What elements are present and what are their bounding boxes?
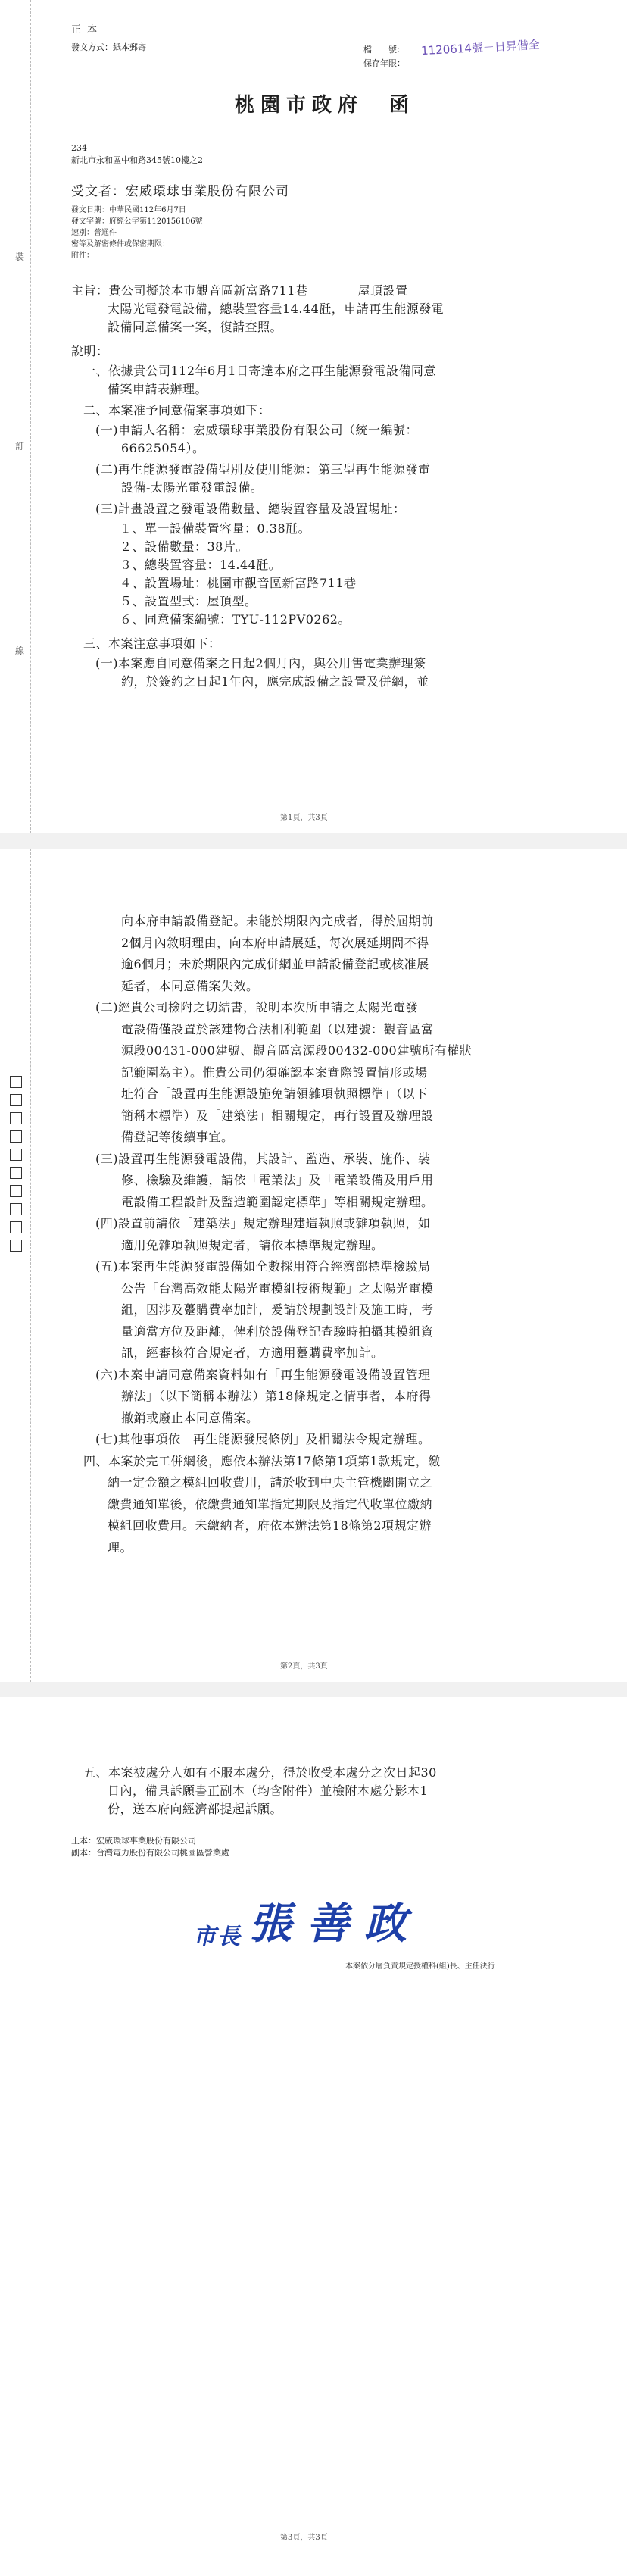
binding-line bbox=[30, 849, 31, 1682]
document-title: 桃園市政府 函 bbox=[235, 94, 416, 117]
paragraph-line: 公告「台灣高效能太陽光電模組技術規範」之太陽光電模 bbox=[121, 1280, 434, 1296]
paragraph-line: (一)本案應自同意備案之日起2個月內，與公用售電業辦理簽 bbox=[95, 656, 426, 671]
page-footer: 第1頁，共3頁 bbox=[280, 814, 328, 822]
paragraph-line: 繳費通知單後，依繳費通知單指定期限及指定代收單位繳納 bbox=[108, 1496, 433, 1512]
paragraph-line: 五、本案被處分人如有不服本處分，得於收受本處分之次日起30 bbox=[83, 1765, 437, 1780]
document-number: 發文字號：府經公字第1120156106號 bbox=[71, 217, 203, 226]
seal-box bbox=[10, 1130, 22, 1143]
paragraph-line: 延者，本同意備案失效。 bbox=[121, 978, 259, 993]
document-page-1 bbox=[0, 0, 627, 833]
copy-type: 正 本 bbox=[71, 24, 99, 36]
paragraph-line: (七)其他事項依「再生能源發展條例」及相關法令規定辦理。 bbox=[95, 1432, 431, 1446]
page-separator bbox=[0, 833, 627, 849]
paragraph-line: (四)設置前請依「建築法」規定辦理建造執照或雜項執照，如 bbox=[95, 1216, 431, 1230]
file-number-label: 檔 號： bbox=[363, 45, 405, 55]
explanation-item-5 bbox=[83, 1764, 437, 1818]
paragraph-line: 逾6個月；未於期限內完成併網並申請設備登記或核准展 bbox=[121, 957, 429, 971]
item-2-3-list bbox=[120, 520, 357, 629]
paragraph-line: 撤銷或廢止本同意備案。 bbox=[121, 1410, 259, 1425]
seal-box bbox=[10, 1240, 22, 1252]
item-2-1 bbox=[95, 421, 418, 458]
paragraph-line: 設備-太陽光電發電設備。 bbox=[121, 480, 264, 495]
subject-section bbox=[71, 282, 444, 336]
gutter-label-bind: 裝 bbox=[15, 252, 25, 262]
mayor-title: 市長 bbox=[193, 1924, 242, 1950]
paragraph-line: (五)本案再生能源發電設備如全數採用符合經濟部標準檢驗局 bbox=[95, 1259, 431, 1274]
issue-date: 發文日期：中華民國112年6月7日 bbox=[71, 206, 186, 214]
seal-box bbox=[10, 1203, 22, 1215]
page-footer: 第3頁，共3頁 bbox=[280, 2534, 328, 2542]
seal-box bbox=[10, 1112, 22, 1124]
postal-code: 234 bbox=[71, 143, 87, 153]
paragraph-line: 備登記等後續事宜。 bbox=[121, 1130, 234, 1144]
binding-line bbox=[30, 0, 31, 833]
paragraph-line: 訊，經審核符合規定者，方適用躉購費率加計。 bbox=[121, 1346, 384, 1360]
paragraph-line: 2個月內敘明理由，向本府申請展延，每次展延期間不得 bbox=[121, 935, 429, 950]
seal-box bbox=[10, 1149, 22, 1161]
authorization-note: 本案依分層負責規定授權科(組)長、主任決行 bbox=[345, 1962, 495, 1971]
item-2-3-heading: (三)計畫設置之發電設備數量、總裝置容量及設置場址： bbox=[95, 502, 406, 516]
seal-box bbox=[10, 1076, 22, 1088]
seal-box bbox=[10, 1185, 22, 1197]
recipient-address: 新北市永和區中和路345號10樓之2 bbox=[71, 155, 203, 165]
paragraph-line: 修、檢驗及維護，請依「電業法」及「電業設備及用戶用 bbox=[121, 1173, 434, 1187]
subject-line: 太陽光電發電設備，總裝置容量14.44瓩，申請再生能源發電 bbox=[108, 302, 445, 316]
paragraph-line: 理。 bbox=[108, 1540, 133, 1555]
paragraph-line: 一、依據貴公司112年6月1日寄達本府之再生能源發電設備同意 bbox=[83, 364, 436, 378]
paragraph-line: 納一定金額之模組回收費用，請於收到中央主管機關開立之 bbox=[108, 1475, 433, 1490]
paragraph-line: 辦法」（以下簡稱本辦法）第18條規定之情事者，本府得 bbox=[121, 1389, 432, 1403]
handwritten-file-note: 1120614號－日昇偕全 bbox=[420, 37, 541, 58]
speed-category: 速別：普通件 bbox=[71, 229, 117, 237]
paragraph-line: 組，因涉及躉購費率加計，爰請於規劃設計及施工時，考 bbox=[121, 1302, 434, 1317]
gutter-label-cut: 訂 bbox=[15, 441, 25, 452]
attachment-label: 附件： bbox=[71, 252, 94, 260]
item-2-2 bbox=[95, 461, 431, 497]
paragraph-line: 備案申請表辦理。 bbox=[108, 382, 208, 396]
seal-box bbox=[10, 1094, 22, 1106]
paragraph-line: 電設備僅設置於該建物合法相利範圍（以建號：觀音區富 bbox=[121, 1021, 434, 1036]
list-item: ４、設置場址：桃園市觀音區新富路711巷 bbox=[120, 576, 357, 590]
list-item: ３、總裝置容量：14.44瓩。 bbox=[120, 558, 282, 572]
recipient: 受文者：宏威環球事業股份有限公司 bbox=[71, 184, 289, 199]
explanation-label: 說明： bbox=[71, 344, 109, 358]
cc-copy: 副本：台灣電力股份有限公司桃園區營業處 bbox=[71, 1848, 229, 1858]
paragraph-line: 向本府申請設備登記。未能於期限內完成者，得於屆期前 bbox=[121, 914, 434, 928]
retention-label: 保存年限： bbox=[363, 58, 405, 68]
subject-line: 主旨：貴公司擬於本市觀音區新富路711巷 屋頂設置 bbox=[71, 283, 408, 298]
paragraph-line: (二)再生能源發電設備型別及使用能源：第三型再生能源發電 bbox=[95, 462, 431, 477]
explanation-item-2-heading: 二、本案准予同意備案事項如下： bbox=[83, 403, 271, 417]
paragraph-line: (二)經貴公司檢附之切結書，說明本次所申請之太陽光電發 bbox=[95, 1000, 418, 1014]
paragraph-line: 模組回收費用。未繳納者，府依本辦法第18條第2項規定辦 bbox=[108, 1518, 432, 1533]
cc-main: 正本：宏威環球事業股份有限公司 bbox=[71, 1836, 196, 1846]
mayor-signature-stamp bbox=[193, 1890, 422, 1951]
paragraph-line: 份，送本府向經濟部提起訴願。 bbox=[108, 1802, 283, 1816]
page-footer: 第2頁，共3頁 bbox=[280, 1662, 328, 1671]
paragraph-line: 記範圍為主）。惟貴公司仍須確認本案實際設置情形或場 bbox=[121, 1064, 428, 1080]
paragraph-line: (三)設置再生能源發電設備，其設計、監造、承裝、施作、裝 bbox=[95, 1151, 431, 1166]
document-page-2 bbox=[0, 849, 627, 1682]
paragraph-line: (六)本案申請同意備案資料如有「再生能源發電設備設置管理 bbox=[95, 1367, 431, 1382]
send-method: 發文方式：紙本郵寄 bbox=[71, 42, 146, 52]
paragraph-line: 66625054）。 bbox=[121, 441, 205, 455]
binding-gutter bbox=[0, 0, 45, 833]
paragraph-line: 約，於簽約之日起1年內，應完成設備之設置及併網，並 bbox=[121, 674, 429, 689]
seal-box bbox=[10, 1221, 22, 1233]
subject-line: 設備同意備案一案，復請查照。 bbox=[108, 320, 283, 334]
paragraph-line: 源段00431-000建號、觀音區富源段00432-000建號所有權狀 bbox=[121, 1043, 473, 1058]
paragraph-line: 適用免雜項執照規定者，請依本標準規定辦理。 bbox=[121, 1237, 384, 1252]
paragraph-line: 四、本案於完工併網後，應依本辦法第17條第1項第1款規定，繳 bbox=[83, 1453, 441, 1468]
paragraph-line: 日內，備具訴願書正副本（均含附件）並檢附本處分影本1 bbox=[108, 1784, 429, 1798]
paragraph-line: 址符合「設置再生能源設施免請領雜項執照標準」（以下 bbox=[121, 1086, 428, 1101]
page-separator bbox=[0, 1682, 627, 1697]
explanation-item-1 bbox=[83, 362, 436, 399]
list-item: ５、設置型式：屋頂型。 bbox=[120, 594, 257, 608]
page-2-body bbox=[83, 911, 473, 1558]
binding-gutter bbox=[0, 849, 45, 1682]
document-page-3 bbox=[0, 1697, 627, 2576]
paragraph-line: 簡稱本標準）及「建築法」相關規定，再行設置及辦理設 bbox=[121, 1108, 434, 1123]
paragraph-line: 電設備工程設計及監造範圍認定標準」等相關規定辦理。 bbox=[121, 1194, 434, 1209]
item-3-1-start bbox=[95, 655, 429, 691]
mayor-name: 張善政 bbox=[249, 1899, 422, 1949]
paragraph-line: (一)申請人名稱：宏威環球事業股份有限公司（統一編號： bbox=[95, 423, 418, 437]
seal-boxes bbox=[10, 1076, 31, 1258]
list-item: ２、設備數量：38片。 bbox=[120, 539, 248, 554]
gutter-label-line: 線 bbox=[15, 646, 25, 656]
paragraph-line: 量適當方位及距離，俾利於設備登記查驗時拍攝其模組資 bbox=[121, 1324, 434, 1339]
list-item: １、單一設備裝置容量：0.38瓩。 bbox=[120, 521, 311, 536]
list-item: ６、同意備案編號：TYU-112PV0262。 bbox=[120, 612, 351, 627]
secrecy-level: 密等及解密條件或保密期限： bbox=[71, 240, 170, 249]
seal-box bbox=[10, 1167, 22, 1179]
explanation-item-3-heading: 三、本案注意事項如下： bbox=[83, 636, 221, 651]
